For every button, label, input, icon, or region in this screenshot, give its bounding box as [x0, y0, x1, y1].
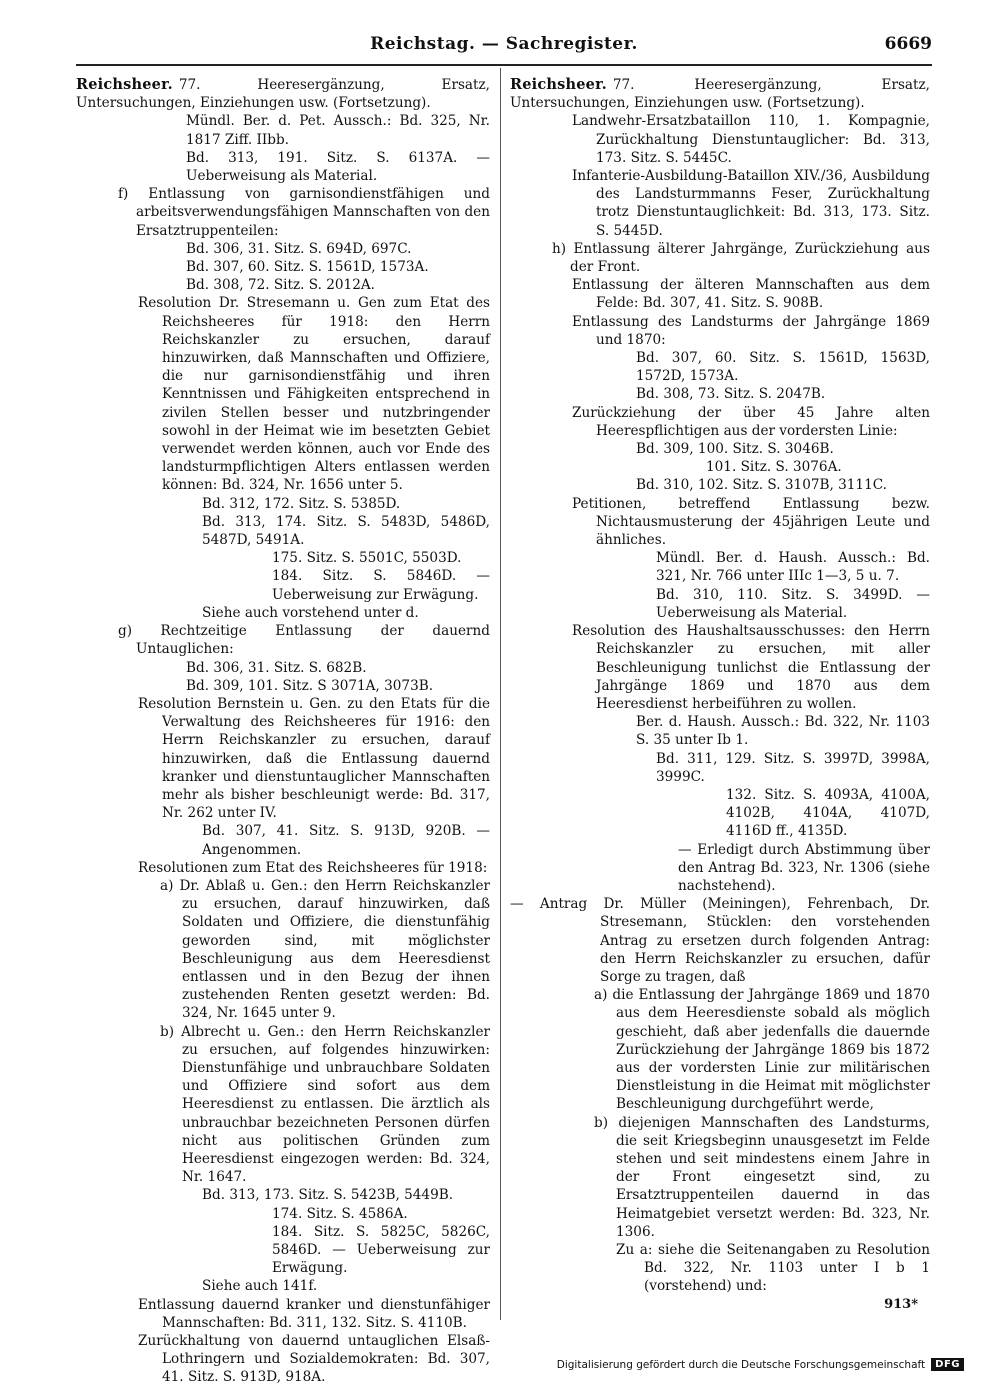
ref-line: Bd. 313, 173. Sitz. S. 5423B, 5449B. — [202, 1187, 454, 1204]
ref-line: 184. Sitz. S. 5825C, 5826C, 5846D. — Ueberweisung zur Erwägung. — [272, 1223, 490, 1277]
page-number: 6669 — [884, 34, 932, 54]
left-column — [76, 76, 490, 1387]
entry-paragraph: Landwehr-Ersatzbataillon 110, 1. Kompagnie, Zurückhaltung Dienstuntauglicher: Bd. 313, 173. Sitz. S. 5445C. — [572, 113, 930, 166]
subsection-f: f) Entlassung von garnisondienstfähigen und arbeitsverwendungsfähigen Mannschaften von den Ersatztruppenteilen: — [118, 186, 490, 239]
ref-line: Bd. 307, 60. Sitz. S. 1561D, 1573A. — [186, 259, 429, 276]
ref-line: Bd. 311, 129. Sitz. S. 3997D, 3998A, 3999C. — [656, 750, 930, 785]
resolution-paragraph: Resolution Dr. Stresemann u. Gen zum Etat des Reichsheeres für 1918: den Herrn Reichskanzler zu ersuchen, darauf hinzuwirken, daß Mannschaften und Offiziere, die nur garnisondienstfähig und ihren Kenntnissen und Fähigkeiten entsprechend in zivilen Stellen besser und nutzbringender sowohl in der Heimat wie im besetzten Gebiet verwendet werden können, auch vor Ende des landsturmpflichtigen Alters entlassen werden können: Bd. 324, Nr. 1656 unter 5. — [138, 295, 490, 494]
ref-line: Bd. 306, 31. Sitz. S. 682B. — [186, 659, 367, 676]
subsection-g: g) Rechtzeitige Entlassung der dauernd Untauglichen: — [118, 623, 490, 658]
dfg-logo: DFG — [931, 1358, 964, 1371]
ref-line: Bd. 309, 101. Sitz. S 3071A, 3073B. — [186, 677, 434, 694]
see-also: Siehe auch vorstehend unter d. — [202, 604, 419, 621]
ref-line: 184. Sitz. S. 5846D. — Ueberweisung zur Erwägung. — [272, 568, 490, 603]
ref-line: Bd. 306, 31. Sitz. S. 694D, 697C. — [186, 240, 412, 257]
column-divider — [500, 68, 501, 1320]
right-column — [510, 76, 930, 1314]
left-heading: Reichsheer. — [76, 76, 173, 93]
antrag-paragraph: — Antrag Dr. Müller (Meiningen), Fehrenbach, Dr. Stresemann, Stücklen: den vorstehenden Antrag zu ersetzen durch folgenden Antrag: den Herrn Reichskanzler zu ersuchen, dafür Sorge zu tragen, daß — [510, 896, 930, 985]
petition-paragraph: Petitionen, betreffend Entlassung bezw. Nichtausmusterung der 45jährigen Leute und ähnliches. — [572, 495, 930, 549]
ref-line: Bd. 309, 100. Sitz. S. 3046B. — [636, 441, 834, 458]
ref-line: Bd. 310, 102. Sitz. S. 3107B, 3111C. — [636, 477, 887, 494]
resolution-item-b: b) Albrecht u. Gen.: den Herrn Reichskanzler zu ersuchen, auf folgendes hinzuwirken: Dienstunfähige und unbrauchbare Soldaten und Offiziere sind sofort aus dem Heeresdienst zu entlassen. Die ärztlich als unbrauchbar bezeichneten Personen dürfen nicht aus politischen Gründen zum Heeresdienst eingezogen werden: Bd. 324, Nr. 1647. — [160, 1023, 490, 1186]
entry-paragraph: Zurückhaltung von dauernd untauglichen Elsaß-Lothringern und Sozialdemokraten: Bd. 307, 41. Sitz. S. 913D, 918A. — [138, 1333, 490, 1386]
right-heading: Reichsheer. — [510, 76, 607, 93]
entry-paragraph: Infanterie-Ausbildung-Bataillon XIV./36, Ausbildung des Landsturmmanns Feser, Zurückhaltung trotz Dienstuntauglichkeit: Bd. 313, 173. Sitz. S. 5445D. — [572, 168, 930, 239]
running-title: Reichstag. — Sachregister. — [370, 34, 638, 54]
ref-line: Bd. 313, 174. Sitz. S. 5483D, 5486D, 5487D, 5491A. — [202, 513, 490, 549]
resolution-paragraph: Resolution des Haushaltsausschusses: den Herrn Reichskanzler zu ersuchen, mit aller Beschleunigung tunlichst die Entlassung der Jahrgänge 1869 und 1870 aus dem Heeresdienst herbeiführen zu wollen. — [572, 623, 930, 712]
ref-line: 101. Sitz. S. 3076A. — [706, 459, 842, 476]
left-entry-heading — [76, 76, 490, 112]
ref-line: Ber. d. Haush. Aussch.: Bd. 322, Nr. 1103 S. 35 unter Ib 1. — [636, 714, 930, 749]
note-zu-a: Zu a: siehe die Seitenangaben zu Resolution Bd. 322, Nr. 1103 unter I b 1 (vorstehend) und: — [616, 1242, 930, 1295]
ref-line: 174. Sitz. S. 4586A. — [272, 1205, 408, 1222]
ref-line: Bd. 310, 110. Sitz. S. 3499D. — Ueberweisung als Material. — [656, 586, 930, 621]
resolution-paragraph: Resolution Bernstein u. Gen. zu den Etats für die Verwaltung des Reichsheeres für 1916: den Herrn Reichskanzler zu ersuchen, darauf hinzuwirken, daß die Entlassung dauernd kranker und dienstuntauglicher Mannschaften mehr als bisher beschleunigt werde: Bd. 317, Nr. 262 unter IV. — [138, 695, 490, 822]
left-heading-rest: 77. Heeresergänzung, Ersatz, Untersuchungen, Einziehungen usw. (Fortsetzung). — [76, 77, 490, 112]
resolution-item-a: a) Dr. Ablaß u. Gen.: den Herrn Reichskanzler zu ersuchen, darauf hinzuwirken, daß Soldaten und Offiziere, die dienstunfähig geworden sind, mit möglichster Beschleunigung aus dem Heeresdienst entlassen und in den Bezug der ihnen zustehenden Renten gesetzt werden: Bd. 324, Nr. 1645 unter 9. — [160, 877, 490, 1022]
ref-line: Bd. 307, 41. Sitz. S. 913D, 920B. — Angenommen. — [202, 823, 490, 858]
ref-line: Bd. 308, 72. Sitz. S. 2012A. — [186, 277, 375, 294]
ref-line: Bd. 308, 73. Sitz. S. 2047B. — [636, 386, 826, 403]
see-also: Siehe auch 141f. — [202, 1278, 318, 1295]
ref-line: 175. Sitz. S. 5501C, 5503D. — [272, 550, 462, 567]
right-heading-rest: 77. Heeresergänzung, Ersatz, Untersuchungen, Einziehungen usw. (Fortsetzung). — [510, 77, 930, 112]
entry-paragraph: Zurückziehung der über 45 Jahre alten Heerespflichtigen aus der vordersten Linie: — [572, 404, 930, 439]
subsection-h: h) Entlassung älterer Jahrgänge, Zurückziehung aus der Front. — [552, 240, 930, 276]
entry-paragraph: Entlassung dauernd kranker und dienstunfähiger Mannschaften: Bd. 311, 132. Sitz. S. 4110B. — [138, 1296, 490, 1331]
page-header — [76, 30, 932, 66]
ref-line: Mündl. Ber. d. Haush. Aussch.: Bd. 321, Nr. 766 unter IIIc 1—3, 5 u. 7. — [656, 550, 930, 585]
ref-line: Mündl. Ber. d. Pet. Aussch.: Bd. 325, Nr. 1817 Ziff. IIbb. — [186, 113, 490, 148]
ref-line: Bd. 313, 191. Sitz. S. 6137A. — Ueberweisung als Material. — [186, 149, 490, 185]
entry-paragraph: Entlassung des Landsturms der Jahrgänge 1869 und 1870: — [572, 313, 930, 348]
ref-line: 132. Sitz. S. 4093A, 4100A, 4102B, 4104A, 4107D, 4116D ff., 4135D. — [726, 786, 930, 840]
ref-line: Bd. 307, 60. Sitz. S. 1561D, 1563D, 1572D, 1573A. — [636, 350, 930, 385]
antrag-item-a: a) die Entlassung der Jahrgänge 1869 und 1870 aus dem Heeresdienste sobald als möglich geschieht, daß aber jedenfalls die dauernde Zurückziehung der Jahrgänge 1869 bis 1872 aus der vordersten Linie zur militärischen Dienstleistung in die Heimat mit möglichster Beschleunigung durchgeführt werde, — [594, 987, 930, 1113]
right-entry-heading — [510, 76, 930, 112]
ref-line: Bd. 312, 172. Sitz. S. 5385D. — [202, 495, 401, 512]
entry-paragraph: Entlassung der älteren Mannschaften aus dem Felde: Bd. 307, 41. Sitz. S. 908B. — [572, 277, 930, 312]
signature-mark: 913* — [884, 1296, 918, 1312]
page-footer — [557, 1358, 964, 1371]
footer-text: Digitalisierung gefördert durch die Deutsche Forschungsgemeinschaft — [556, 1358, 926, 1371]
disposition-note: — Erledigt durch Abstimmung über den Antrag Bd. 323, Nr. 1306 (siehe nachstehend). — [678, 841, 930, 894]
resolutions-heading: Resolutionen zum Etat des Reichsheeres für 1918: — [138, 859, 488, 876]
antrag-item-b: b) diejenigen Mannschaften des Landsturms, die seit Kriegsbeginn unausgesetzt im Felde stehen und seit mindestens einem Jahre in der Front eingesetzt sind, zu Ersatztruppenteilen dauernd in das Heimatgebiet versetzt werden: Bd. 323, Nr. 1306. — [594, 1114, 930, 1240]
